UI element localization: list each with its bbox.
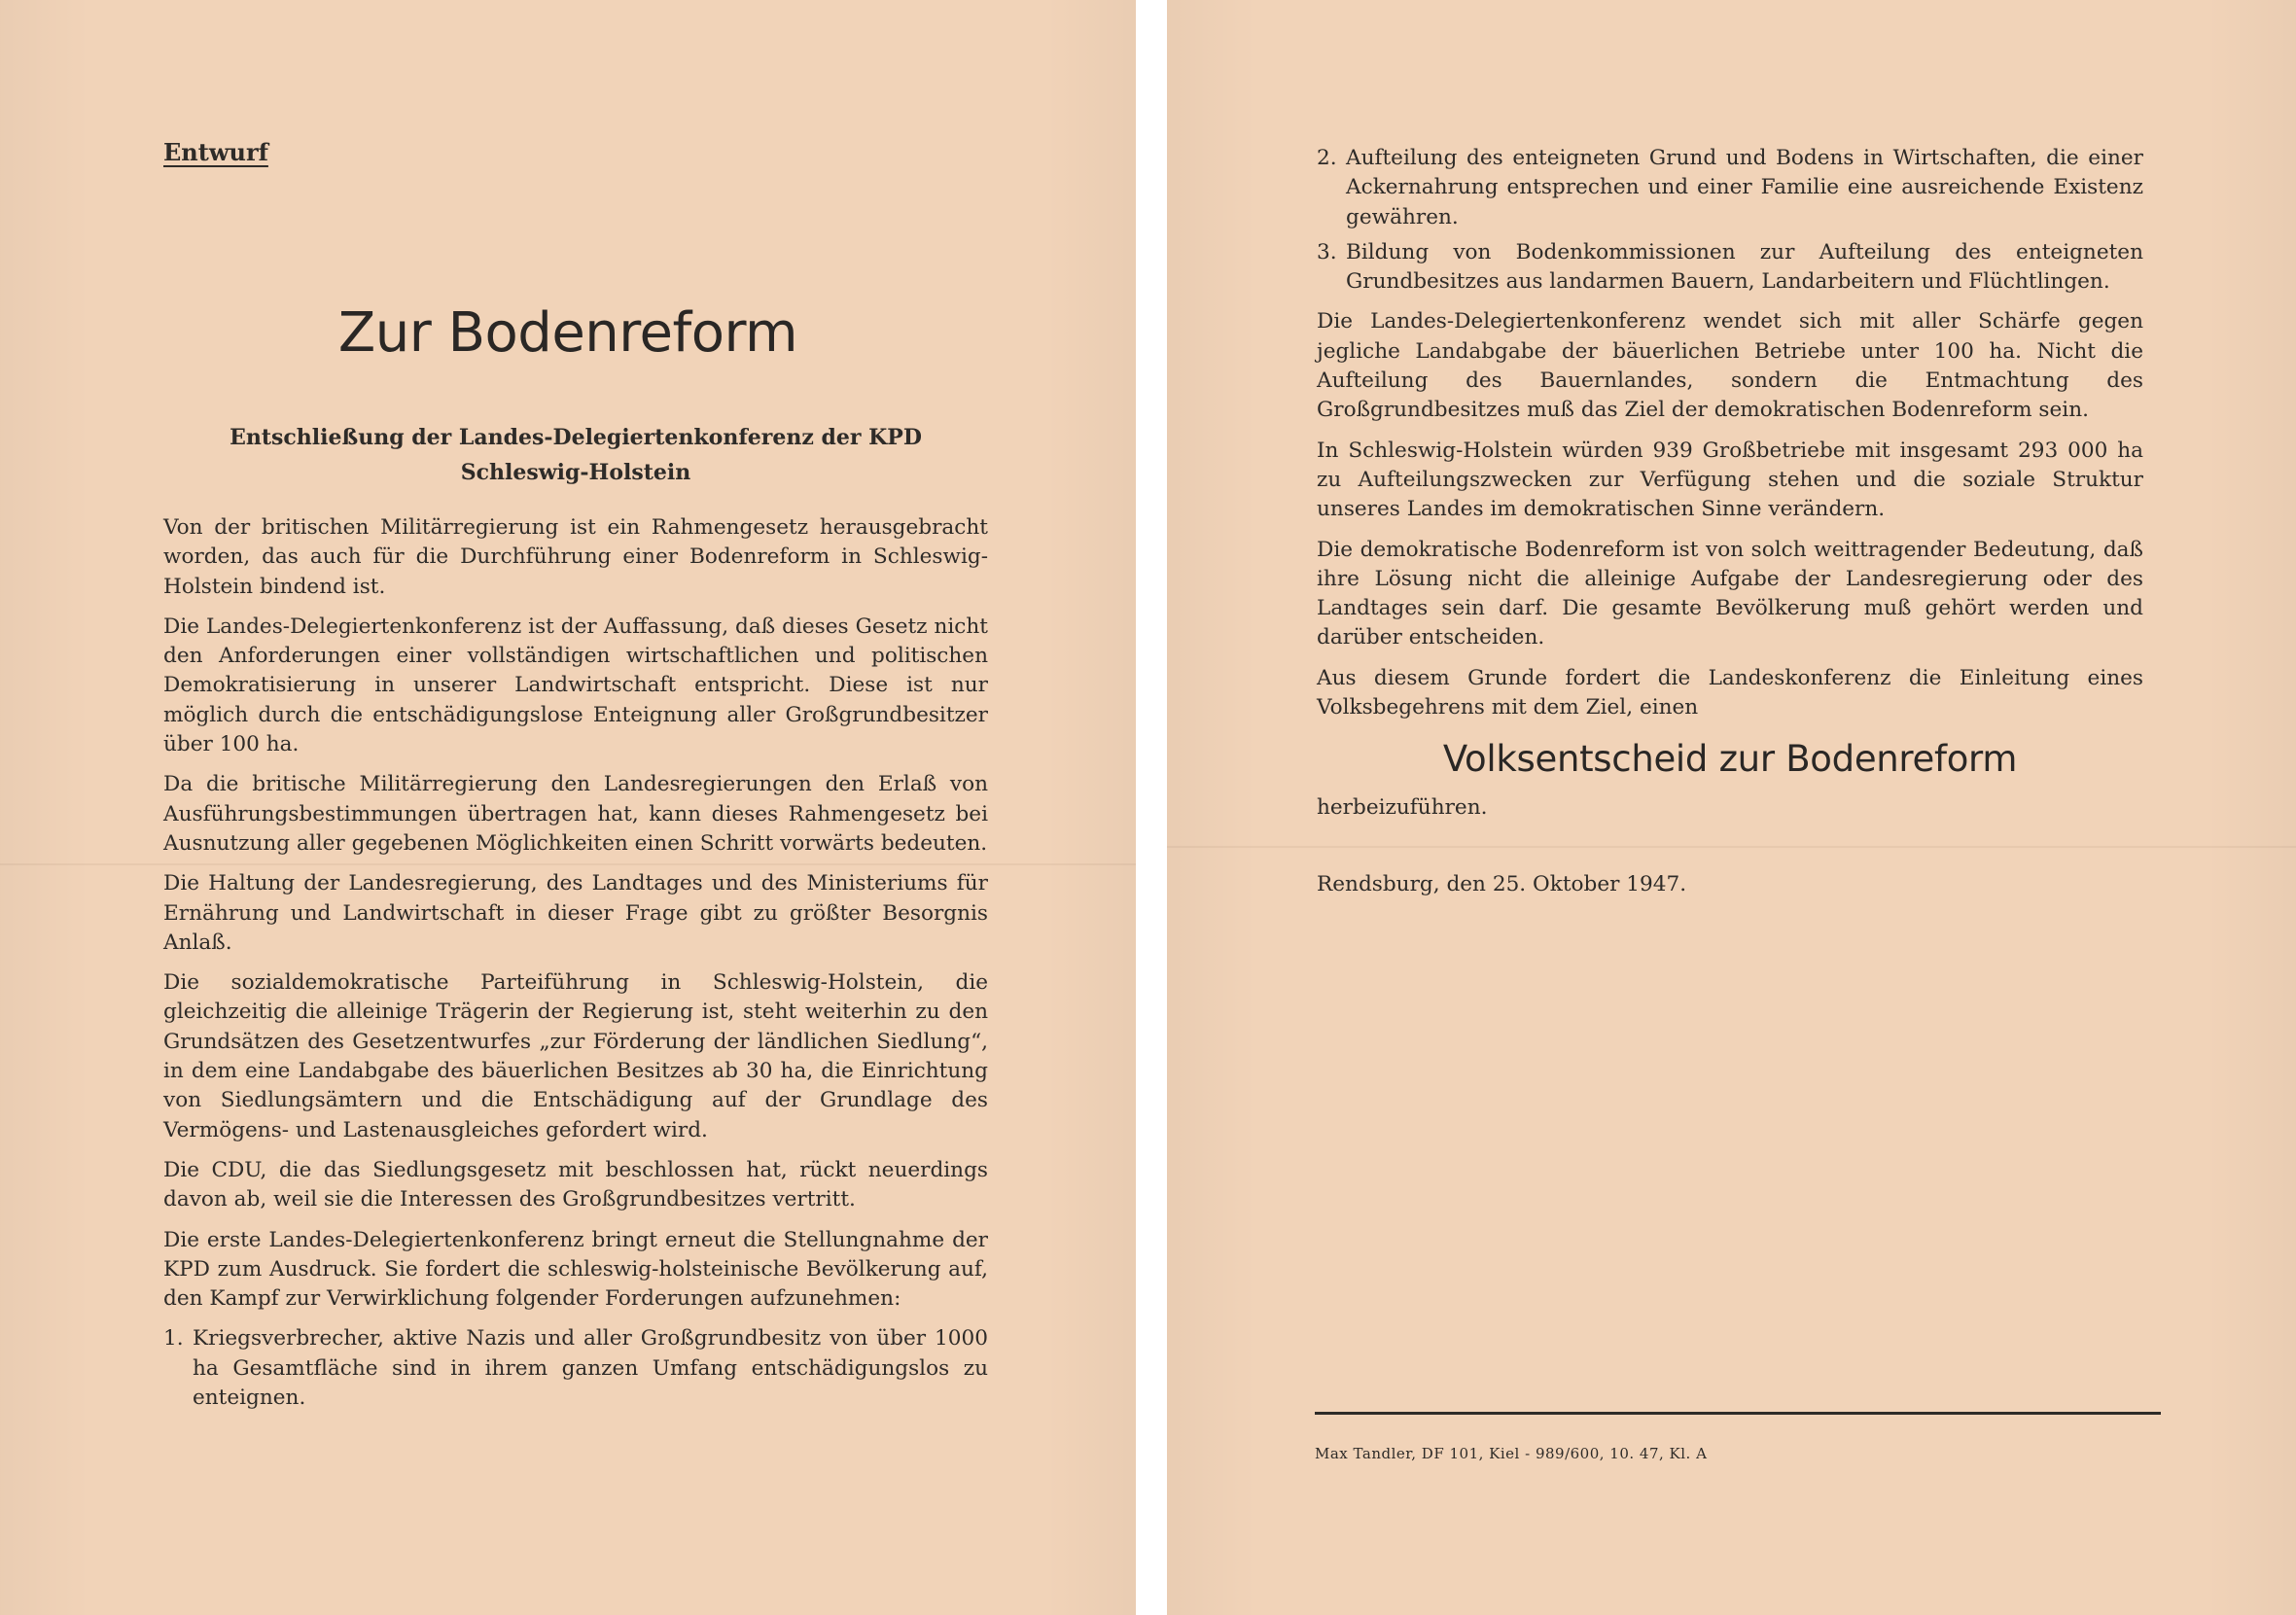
demand-list (163, 1324, 988, 1413)
subtitle-line-1: Entschließung der Landes-Delegiertenkonferenz der KPD (230, 425, 922, 450)
demand-number: 1. (163, 1326, 184, 1352)
paragraph: Von der britischen Militärregierung ist ein Rahmengesetz herausgebracht worden, das auch für die Durchführung einer Bodenreform in Schleswig-Holstein bindend ist. (163, 515, 988, 599)
demand-list (1317, 144, 2143, 297)
demand-item (1317, 144, 2143, 232)
right-page (1167, 0, 2296, 1615)
demand-number: 2. (1317, 146, 1337, 170)
demand-item (163, 1324, 988, 1413)
demand-item (1317, 238, 2143, 298)
paragraph: Die Haltung der Landesregierung, des Landtages und des Ministeriums für Ernährung und Landwirtschaft in dieser Frage gibt zu größter Besorgnis Anlaß. (163, 871, 988, 955)
paragraph: Die erste Landes-Delegiertenkonferenz bringt erneut die Stellungnahme der KPD zum Ausdruck. Sie fordert die schleswig-holsteinische Bevölkerung auf, den Kampf zur Verwirklichung folgender Forderungen aufzunehmen: (163, 1227, 988, 1312)
referendum-heading: Volksentscheid zur Bodenreform (1442, 738, 2018, 781)
paragraph: Die sozialdemokratische Parteiführung in Schleswig-Holstein, die gleichzeitig die alleinige Trägerin der Regierung ist, steht weiterhin zu den Grundsätzen des Gesetzentwurfes „zur Förderung der ländlichen Siedlung“, in dem eine Landabgabe des bäuerlichen Besitzes ab 30 ha, die Einrichtung von Siedlungsämtern und die Entschädigung auf der Grundlage des Vermögens- und Lastenausgleiches gefordert wird. (163, 970, 988, 1142)
draft-label: Entwurf (163, 138, 268, 166)
left-body (163, 513, 988, 1423)
right-body (1317, 144, 2143, 899)
subtitle (163, 420, 988, 490)
demand-number: 3. (1317, 239, 1337, 264)
closing-text: herbeizuführen. (1317, 795, 1488, 821)
subtitle-line-2: Schleswig-Holstein (460, 460, 691, 485)
paragraph: Die demokratische Bodenreform ist von solch weittragender Bedeutung, daß ihre Lösung nicht die alleinige Aufgabe der Landesregierung oder des Landtages sein darf. Die gesamte Bevölkerung muß gehört werden und darüber entscheiden. (1317, 537, 2143, 650)
demand-text: Bildung von Bodenkommissionen zur Aufteilung des enteigneten Grundbesitzes aus landarmen Bauern, Landarbeitern und Flüchtlingen. (1346, 239, 2143, 295)
paragraph: Die Landes-Delegiertenkonferenz wendet sich mit aller Schärfe gegen jegliche Landabgabe der bäuerlichen Betriebe unter 100 ha. Nicht die Aufteilung des Bauernlandes, sondern die Entmachtung des Großgrundbesitzes muß das Ziel der demokratischen Bodenreform sein. (1317, 309, 2143, 423)
left-page (0, 0, 1136, 1615)
demand-text: Aufteilung des enteigneten Grund und Bodens in Wirtschaften, die einer Ackernahrung entsprechen und einer Familie eine ausreichende Existenz gewähren. (1346, 146, 2143, 229)
paragraph: Die Landes-Delegiertenkonferenz ist der Auffassung, daß dieses Gesetz nicht den Anforderungen einer vollständigen wirtschaftlichen und politischen Demokratisierung in unserer Landwirtschaft entspricht. Diese ist nur möglich durch die entschädigungslose Enteignung aller Großgrundbesitzer über 100 ha. (163, 614, 988, 757)
demand-text: Kriegsverbrecher, aktive Nazis und aller Großgrundbesitz von über 1000 ha Gesamtfläche sind in ihrem ganzen Umfang entschädigungslos zu enteignen. (193, 1326, 988, 1411)
page-title: Zur Bodenreform (337, 301, 798, 365)
paragraph: Aus diesem Grunde fordert die Landeskonferenz die Einleitung eines Volksbegehrens mit dem Ziel, einen (1317, 665, 2143, 720)
horizontal-rule (1315, 1412, 2161, 1415)
paragraph: Die CDU, die das Siedlungsgesetz mit beschlossen hat, rückt neuerdings davon ab, weil sie die Interessen des Großgrundbesitzes vertritt. (163, 1157, 988, 1212)
place-date: Rendsburg, den 25. Oktober 1947. (1317, 871, 1687, 896)
printer-imprint: Max Tandler, DF 101, Kiel - 989/600, 10. 47, Kl. A (1315, 1445, 1708, 1462)
paragraph: In Schleswig-Holstein würden 939 Großbetriebe mit insgesamt 293 000 ha zu Aufteilungszwecken zur Verfügung stehen und die soziale Struktur unseres Landes im demokratischen Sinne verändern. (1317, 438, 2143, 522)
paragraph: Da die britische Militärregierung den Landesregierungen den Erlaß von Ausführungsbestimmungen übertragen hat, kann dieses Rahmengesetz bei Ausnutzung aller gegebenen Möglichkeiten einen Schritt vorwärts bedeuten. (163, 772, 988, 856)
